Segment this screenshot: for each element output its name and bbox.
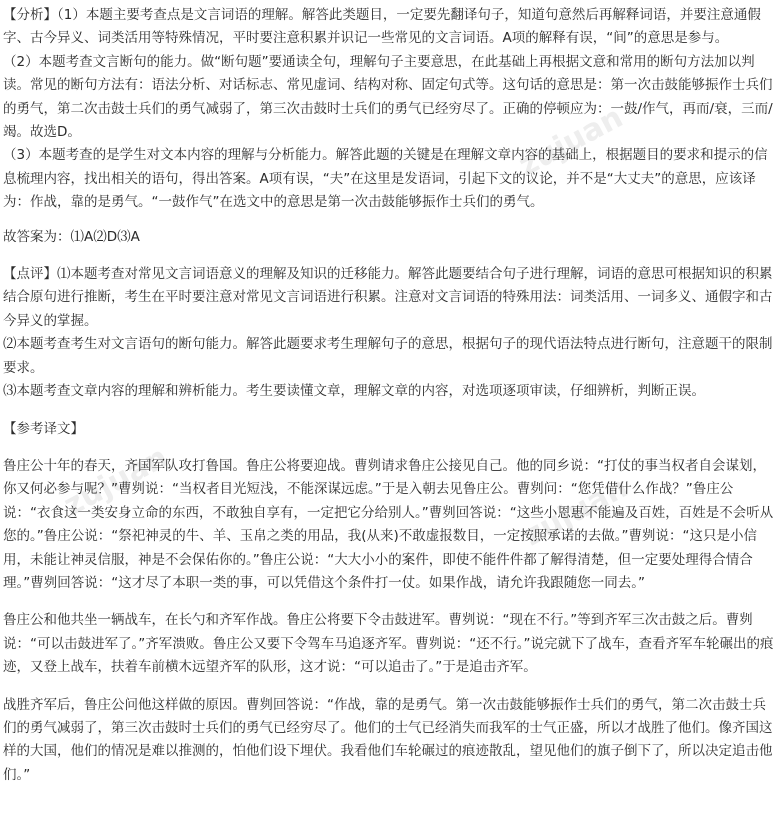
answer-line: 故答案为：⑴A⑵D⑶A [3, 228, 140, 245]
translation-paragraph-3: 战胜齐军后，鲁庄公问他这样做的原因。曹刿回答说：“作战，靠的是勇气。第一次击鼓能够振作士兵们的勇气，第二次击鼓士兵们的勇气减弱了，第三次击鼓时士兵们的勇气已经穷尽了。他们的士气已经消失而我军的士气正盛，所以才战胜了他们。像齐国这样的大国，他们的情况是难以推测的，怕他们设下埋伏。我看他们车轮碾过的痕迹散乱，望见他们的旗子倒下了，所以决定追击他们。” [3, 696, 773, 783]
analysis-part2: （2）本题考查文言断句的能力。做“断句题”要通读全句，理解句子主要意思，在此基础上再根据文意和常用的断句方法加以判读。常见的断句方法有：语法分析、对话标志、常见虚词、结构对称、固定句式等。这句话的意思是：第一次击鼓能够振作士兵们的勇气，第二次击鼓士兵们的勇气减弱了，第三次击鼓时士兵们的勇气已经穷尽了。正确的停顿应为：一鼓/作气，再而/衰，三而/竭。故选D。 [3, 53, 773, 141]
comment-part3: ⑶本题考查文章内容的理解和辨析能力。考生要读懂文章，理解文章的内容，对选项逐项审读，仔细辨析，判断正误。 [3, 383, 705, 400]
analysis-part1: 【分析】（1）本题主要考查点是文言词语的理解。解答此类题目，一定要先翻译句子，知道句意然后再解释词语，并要注意通假字、古今异义、词类活用等特殊情况，平时要注意积累并识记一些常见的文言词语。A项的解释有误，“间”的意思是参与。 [3, 7, 761, 47]
answer-document [3, 4, 777, 787]
watermark: zujuan [518, 469, 634, 554]
translation-paragraph-1: 鲁庄公十年的春天，齐国军队攻打鲁国。鲁庄公将要迎战。曹刿请求鲁庄公接见自己。他的同乡说：“打仗的事当权者自会谋划，你又何必参与呢？”曹刿说：“当权者目光短浅，不能深谋远虑。”于是入朝去见鲁庄公。曹刿问：“您凭借什么作战？”鲁庄公说：“衣食这一类安身立命的东西，不敢独自享有，一定把它分给别人。”曹刿回答说：“这些小恩惠不能遍及百姓，百姓是不会听从您的。”鲁庄公说：“祭祀神灵的牛、羊、玉帛之类的用品，我(从来)不敢虚报数目，一定按照承诺的去做。”曹刿说：“这只是小信用，未能让神灵信服，神是不会保佑你的。”鲁庄公说：“大大小小的案件，即使不能件件都了解得清楚，但一定要处理得合情合理。”曹刿回答说：“这才尽了本职一类的事，可以凭借这个条件打一仗。如果作战，请允许我跟随您一同去。” [3, 457, 774, 591]
translation-heading: 【参考译文】 [3, 420, 84, 437]
comment-part1: 【点评】⑴本题考查对常见文言词语意义的理解及知识的迁移能力。解答此题要结合句子进行理解，词语的意思可根据知识的积累结合原句进行推断，考生在平时要注意对常见文言词语进行积累。注意对文言词语的特殊用法：词类活用、一词多义、通假字和古今异义的掌握。 [3, 266, 773, 329]
translation-paragraph-2: 鲁庄公和他共坐一辆战车，在长勺和齐军作战。鲁庄公将要下令击鼓进军。曹刿说：“现在不行。”等到齐军三次击鼓之后。曹刿说：“可以击鼓进军了。”齐军溃败。鲁庄公又要下令驾车马追逐齐军。曹刿说：“还不行。”说完就下了战车，查看齐军车轮碾出的痕迹，又登上战车，扶着车前横木远望齐军的队形，这才说：“可以追击了。”于是追击齐军。 [3, 612, 774, 676]
watermark: zujuan [513, 99, 629, 184]
analysis-part3: （3）本题考查的是学生对文本内容的理解与分析能力。解答此题的关键是在理解文章内容的基础上，根据题目的要求和提示的信息梳理内容，找出相关的语句，得出答案。A项有误，“夫”在这里是发语词，引起下文的议论，并不是“大丈夫”的意思，应该译为：作战，靠的是勇气。“一鼓作气”在选文中的意思是第一次击鼓能够振作士兵们的勇气。 [3, 147, 768, 211]
watermark: zujuan [58, 439, 174, 524]
comment-part2: ⑵本题考查考生对文言语句的断句能力。解答此题要求考生理解句子的意思，根据句子的现代语法特点进行断句，注意题干的限制要求。 [3, 336, 773, 376]
